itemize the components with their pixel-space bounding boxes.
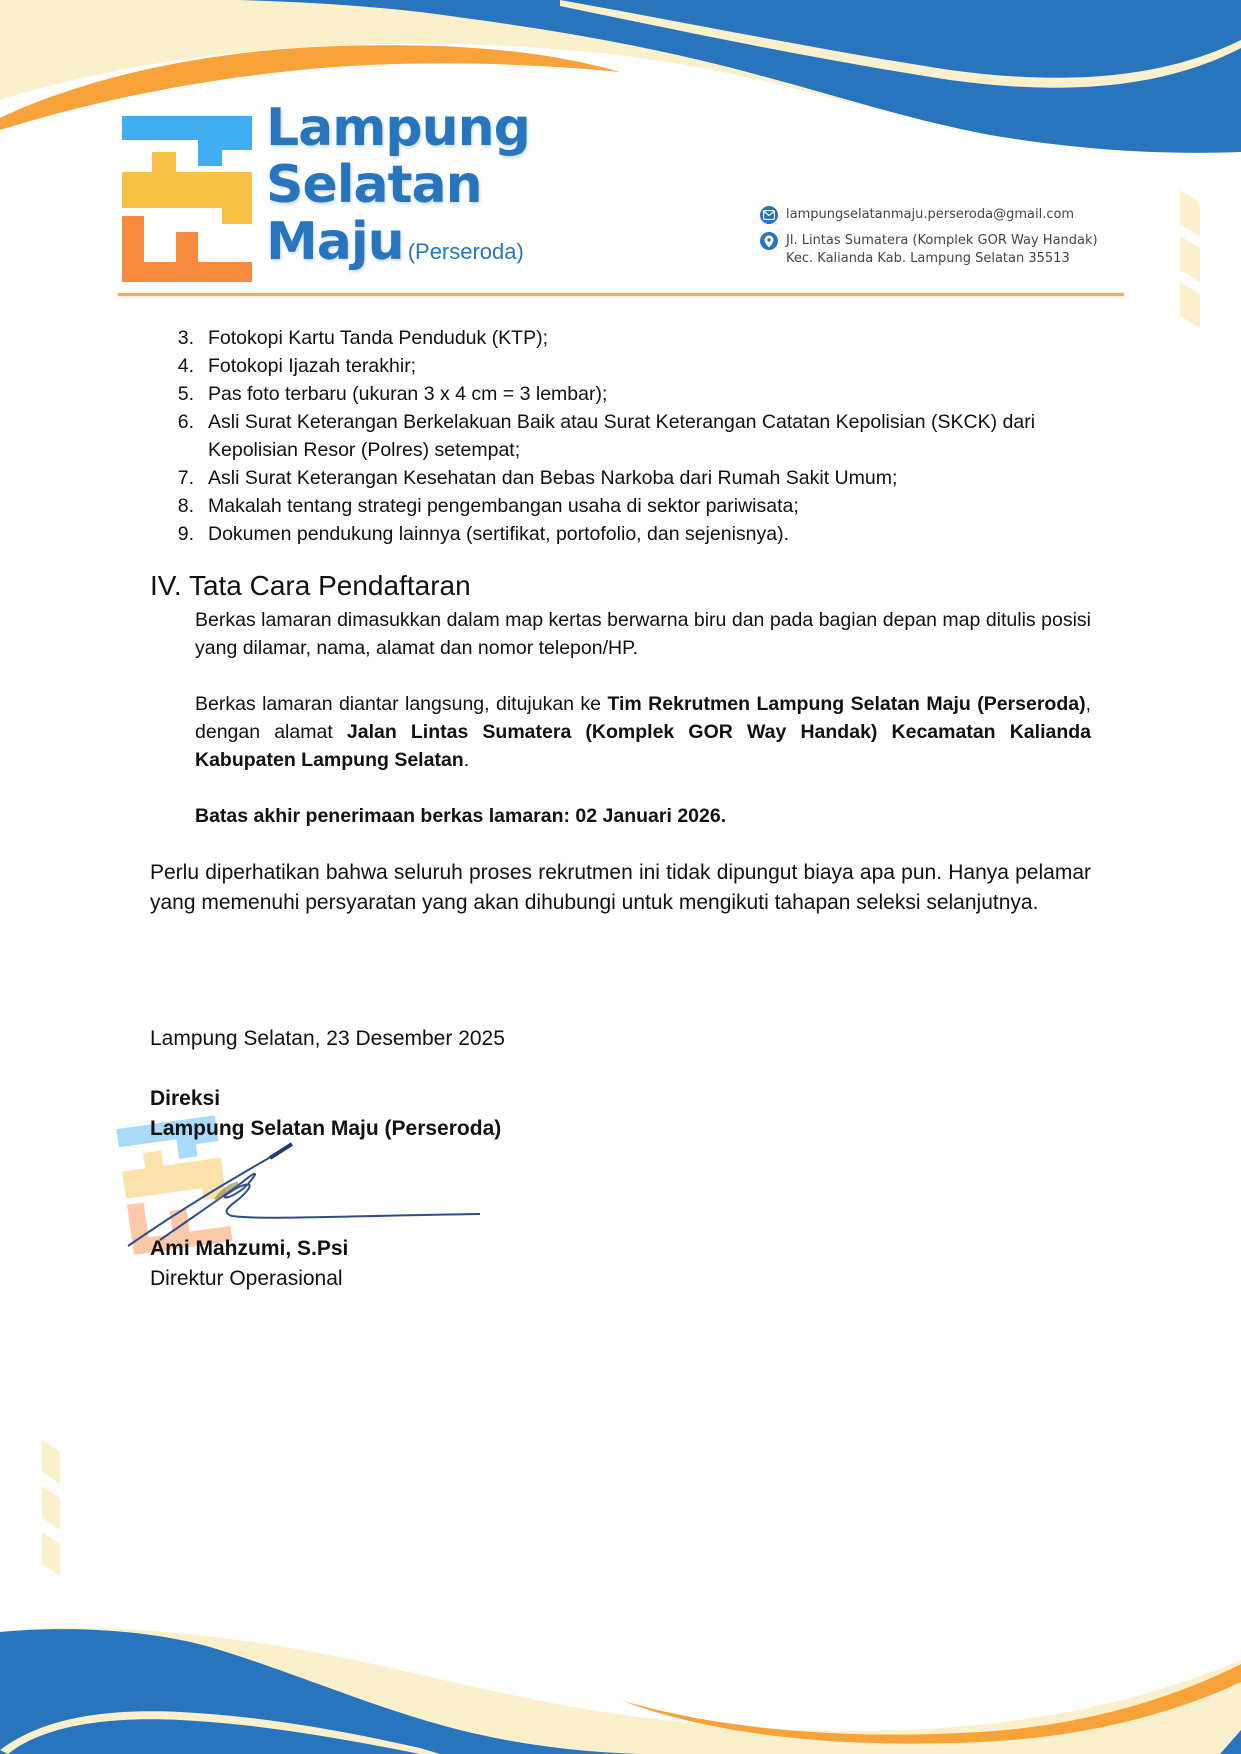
signatory-org-line-1: Direksi (150, 1087, 221, 1110)
list-item (150, 464, 1091, 492)
delivery-text: , dengan alamat (195, 693, 1091, 743)
list-item (150, 352, 1091, 380)
header-divider (118, 293, 1124, 296)
deadline-notice (195, 802, 1091, 830)
list-item-text: Asli Surat Keterangan Kesehatan dan Bebas Narkoba dari Rumah Sakit Umum; (208, 467, 898, 489)
list-item-number: 5. (177, 383, 194, 405)
contact-address-line-1: Jl. Lintas Sumatera (Komplek GOR Way Handak) (786, 233, 1098, 248)
list-item-text: Fotokopi Ijazah terakhir; (208, 355, 417, 377)
brand-line-3: Maju (266, 212, 404, 272)
requirements-list (150, 324, 1091, 548)
signatory-title: Direktur Operasional (150, 1267, 343, 1290)
list-item (150, 492, 1091, 520)
place-date: Lampung Selatan, 23 Desember 2025 (150, 1027, 505, 1050)
list-item (150, 408, 1091, 464)
list-item-number: 6. (177, 411, 194, 433)
list-item-text: Fotokopi Kartu Tanda Penduduk (KTP); (208, 327, 549, 349)
signatory-org-line-2: Lampung Selatan Maju (Perseroda) (150, 1117, 502, 1140)
list-item (150, 520, 1091, 548)
company-logo-icon (122, 112, 262, 282)
delivery-text: Berkas lamaran diantar langsung, ditujukan ke (195, 693, 608, 715)
delivery-address: Jalan Lintas Sumatera (Komplek GOR Way Handak) Kecamatan Kalianda Kabupaten Lampung Selatan (195, 721, 1091, 771)
contact-info (760, 206, 1098, 276)
delivery-instructions (195, 690, 1091, 774)
footer-wave-decoration (0, 1590, 1241, 1754)
contact-address-row (760, 232, 1098, 268)
list-item-number: 3. (177, 327, 194, 349)
list-item-text: Asli Surat Keterangan Berkelakuan Baik atau Surat Keterangan Catatan Kepolisian (SKCK) dari Kepolisian Resor (Polres) setempat; (208, 411, 1036, 461)
brand-suffix: (Perseroda) (407, 239, 524, 264)
list-item-text: Makalah tentang strategi pengembangan usaha di sektor pariwisata; (208, 495, 799, 517)
recipient-name: Tim Rekrutmen Lampung Selatan Maju (Perseroda) (607, 693, 1086, 715)
submission-instructions: Berkas lamaran dimasukkan dalam map kertas berwarna biru dan pada bagian depan map ditulis posisi yang dilamar, nama, alamat dan nomor telepon/HP. (195, 609, 1091, 659)
delivery-text: . (463, 749, 470, 771)
section-body (195, 606, 1091, 830)
handwritten-signature (120, 1140, 490, 1260)
stripe-decoration-right (1176, 190, 1204, 330)
list-item (150, 324, 1091, 352)
letter-body (150, 324, 1091, 918)
list-item-number: 4. (177, 355, 194, 377)
contact-email[interactable]: lampungselatanmaju.perseroda@gmail.com (786, 207, 1075, 222)
closing-paragraph: Perlu diperhatikan bahwa seluruh proses rekrutmen ini tidak dipungut biaya apa pun. Hanya pelamar yang memenuhi persyaratan yang akan dihubungi untuk mengikuti tahapan seleksi selanjutnya. (150, 861, 1091, 914)
map-pin-icon (760, 232, 778, 250)
list-item-text: Dokumen pendukung lainnya (sertifikat, portofolio, dan sejenisnya). (208, 523, 790, 545)
section-heading: IV. Tata Cara Pendaftaran (150, 570, 471, 601)
list-item-number: 8. (177, 495, 194, 517)
brand-line-1: Lampung (266, 98, 530, 158)
deadline-text: Batas akhir penerimaan berkas lamaran: 02 Januari 2026. (195, 805, 727, 827)
brand-line-2: Selatan (266, 155, 482, 215)
contact-email-row (760, 206, 1098, 224)
stripe-decoration-left (40, 1440, 64, 1580)
company-brand (266, 100, 530, 280)
list-item (150, 380, 1091, 408)
envelope-icon (760, 206, 778, 224)
list-item-text: Pas foto terbaru (ukuran 3 x 4 cm = 3 lembar); (208, 383, 608, 405)
contact-address-line-2: Kec. Kalianda Kab. Lampung Selatan 35513 (786, 251, 1070, 266)
signatory-name: Ami Mahzumi, S.Psi (150, 1237, 349, 1260)
list-item-number: 7. (177, 467, 194, 489)
list-item-number: 9. (177, 523, 194, 545)
